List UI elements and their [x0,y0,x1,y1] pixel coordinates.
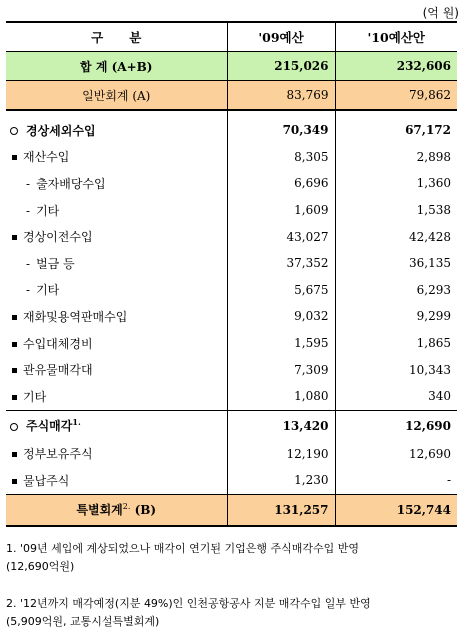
row-label: 재화및용역판매수입 [23,309,128,324]
table-row [6,250,457,277]
general-account-label: 일반회계 (A) [6,81,227,111]
row-2009: 43,027 [227,223,335,250]
table-row [6,303,457,330]
row-label: 경상세외수입 [26,123,96,138]
row-2010: 2,898 [335,144,457,171]
square-bullet-icon [12,479,17,484]
footnote-text: '12년까지 매각예정(지분 49%)인 인천공항공사 지분 매각수입 일부 반영 [20,597,371,610]
budget-table [6,21,457,527]
footnote-number: 2. [6,597,17,610]
total-row [6,52,457,81]
row-2009: 5,675 [227,277,335,304]
footnote-number: 1. [6,542,17,555]
row-2009: 6,696 [227,170,335,197]
square-bullet-icon [12,395,17,400]
row-2010: 67,172 [335,110,457,144]
table-row [6,356,457,383]
dash-bullet-icon: - [26,203,31,218]
row-2010: 9,299 [335,303,457,330]
row-2009: 9,032 [227,303,335,330]
special-account-2009: 131,257 [227,494,335,526]
table-header-row [6,22,457,52]
row-label: 기타 [36,203,60,218]
row-2010: 1,538 [335,197,457,224]
table-row [6,170,457,197]
circle-bullet-icon [10,423,18,431]
row-label: 관유물매각대 [23,363,93,378]
table-row [6,277,457,304]
row-2009: 1,080 [227,383,335,410]
row-label: 재산수입 [23,150,70,165]
row-2009: 7,309 [227,356,335,383]
row-2010: - [335,467,457,494]
row-label: 벌금 등 [36,256,75,271]
special-account-label: 특별회계 [76,503,123,518]
general-account-2009: 83,769 [227,81,335,111]
row-2009: 12,190 [227,441,335,468]
square-bullet-icon [12,155,17,160]
square-bullet-icon [12,368,17,373]
row-2009: 8,305 [227,144,335,171]
general-account-2010: 79,862 [335,81,457,111]
row-label: 기타 [23,389,47,404]
square-bullet-icon [12,342,17,347]
row-label: 정부보유주식 [23,447,93,462]
row-2010: 340 [335,383,457,410]
unit-label: (억 원) [422,6,459,20]
table-row [6,467,457,494]
circle-bullet-icon [10,127,18,135]
row-label: 수입대체경비 [23,336,93,351]
dash-bullet-icon: - [26,176,31,191]
row-2010: 6,293 [335,277,457,304]
row-2009: 70,349 [227,110,335,144]
row-label: 경상이전수입 [23,230,93,245]
dash-bullet-icon: - [26,256,31,271]
row-2009: 1,609 [227,197,335,224]
stock-sale-2010: 12,690 [335,410,457,441]
table-row [6,197,457,224]
table-row [6,330,457,357]
row-2009: 1,230 [227,467,335,494]
row-2010: 12,690 [335,441,457,468]
row-2010: 36,135 [335,250,457,277]
footnote-marker: 2. [122,502,131,512]
general-account-row [6,81,457,111]
footnote-text: '09년 세입에 계상되었으나 매각이 연기된 기업은행 주식매각수입 반영 [20,542,360,555]
row-2010: 10,343 [335,356,457,383]
row-2009: 37,352 [227,250,335,277]
row-2010: 1,865 [335,330,457,357]
row-label: 기타 [36,283,60,298]
footnote-1 [6,540,461,576]
footnote-subtext: (5,909억원, 교통시설특별회계) [6,615,160,628]
special-account-2010: 152,744 [335,494,457,526]
total-2009: 215,026 [227,52,335,81]
header-2010-budget: '10예산안 [335,22,457,52]
footnote-marker: 1. [72,417,81,428]
square-bullet-icon [12,315,17,320]
square-bullet-icon [12,235,17,240]
row-2009: 1,595 [227,330,335,357]
stock-sale-2009: 13,420 [227,410,335,441]
header-category: 구 분 [6,22,227,52]
table-row [6,223,457,250]
square-bullet-icon [12,452,17,457]
stock-sale-row [6,410,457,441]
table-row [6,144,457,171]
table-row [6,383,457,410]
total-2010: 232,606 [335,52,457,81]
special-account-row [6,494,457,526]
row-2010: 42,428 [335,223,457,250]
row-label: 물납주식 [23,473,70,488]
row-2010: 1,360 [335,170,457,197]
table-row [6,110,457,144]
footnote-2 [6,595,461,631]
header-2009-budget: '09예산 [227,22,335,52]
stock-sale-label: 주식매각 [26,419,73,434]
dash-bullet-icon: - [26,283,31,298]
total-label: 합 계 (A+B) [6,52,227,81]
special-account-suffix: (B) [130,503,157,518]
footnote-subtext: (12,690억원) [6,560,75,573]
row-label: 출자배당수입 [36,176,106,191]
table-row [6,441,457,468]
